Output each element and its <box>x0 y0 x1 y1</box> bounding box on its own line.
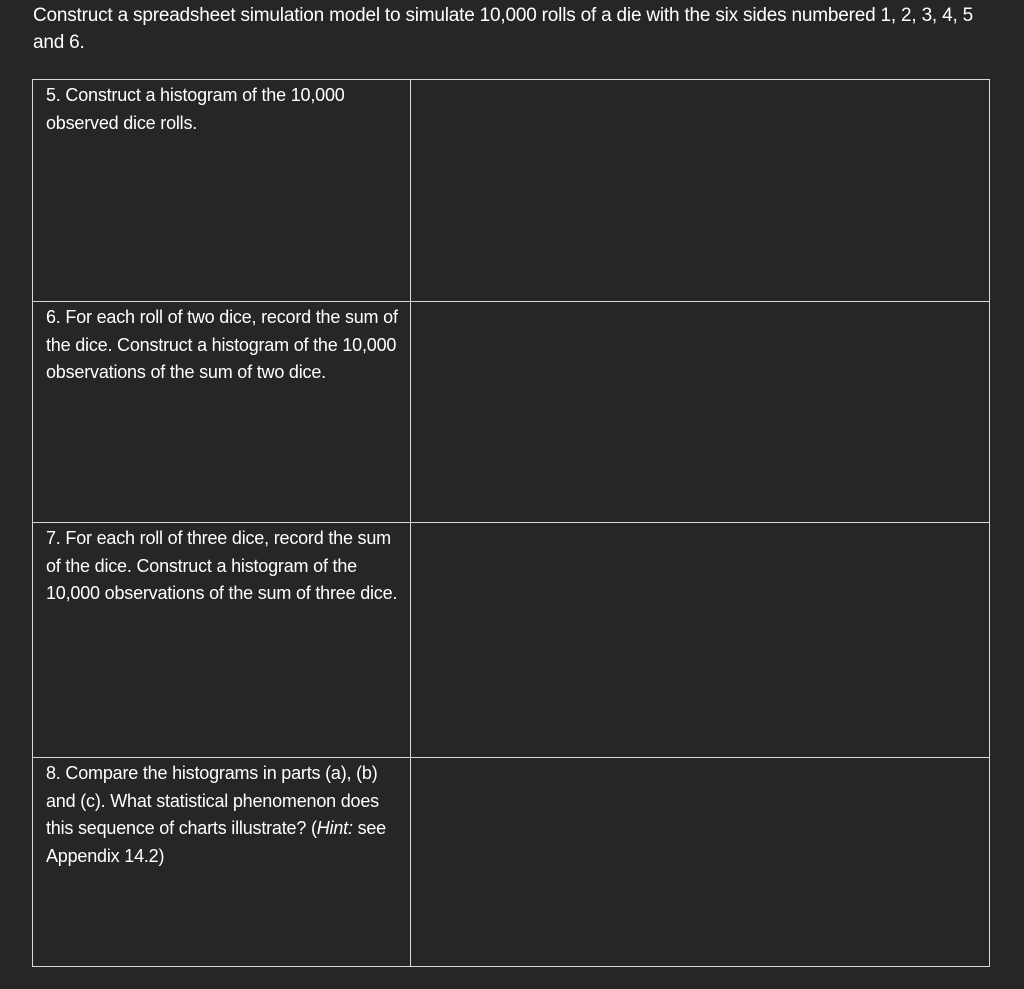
question-row-8 <box>33 757 989 966</box>
question-8-text-start: 8. Compare the histograms in parts (a), (b) and (c). What statistical phenomenon does this sequence of charts illustrate? ( <box>46 763 379 838</box>
answer-cell-7[interactable] <box>411 523 989 757</box>
question-8-text <box>33 758 411 966</box>
question-row-7 <box>33 522 989 757</box>
answer-cell-8[interactable] <box>411 758 989 966</box>
question-table <box>32 79 990 967</box>
question-row-5 <box>33 80 989 301</box>
question-6-text: 6. For each roll of two dice, record the sum of the dice. Construct a histogram of the 10,000 observations of the sum of two dice. <box>33 302 411 522</box>
intro-text: Construct a spreadsheet simulation model to simulate 10,000 rolls of a die with the six sides numbered 1, 2, 3, 4, 5 and 6. <box>33 5 973 53</box>
answer-cell-6[interactable] <box>411 302 989 522</box>
hint-label: Hint: <box>316 818 353 838</box>
answer-cell-5[interactable] <box>411 80 989 301</box>
question-5-text: 5. Construct a histogram of the 10,000 observed dice rolls. <box>33 80 411 301</box>
question-row-6 <box>33 301 989 522</box>
question-7-text: 7. For each roll of three dice, record the sum of the dice. Construct a histogram of the 10,000 observations of the sum of three dice. <box>33 523 411 757</box>
question-8-text-end: see Appendix 14.2) <box>46 818 386 866</box>
